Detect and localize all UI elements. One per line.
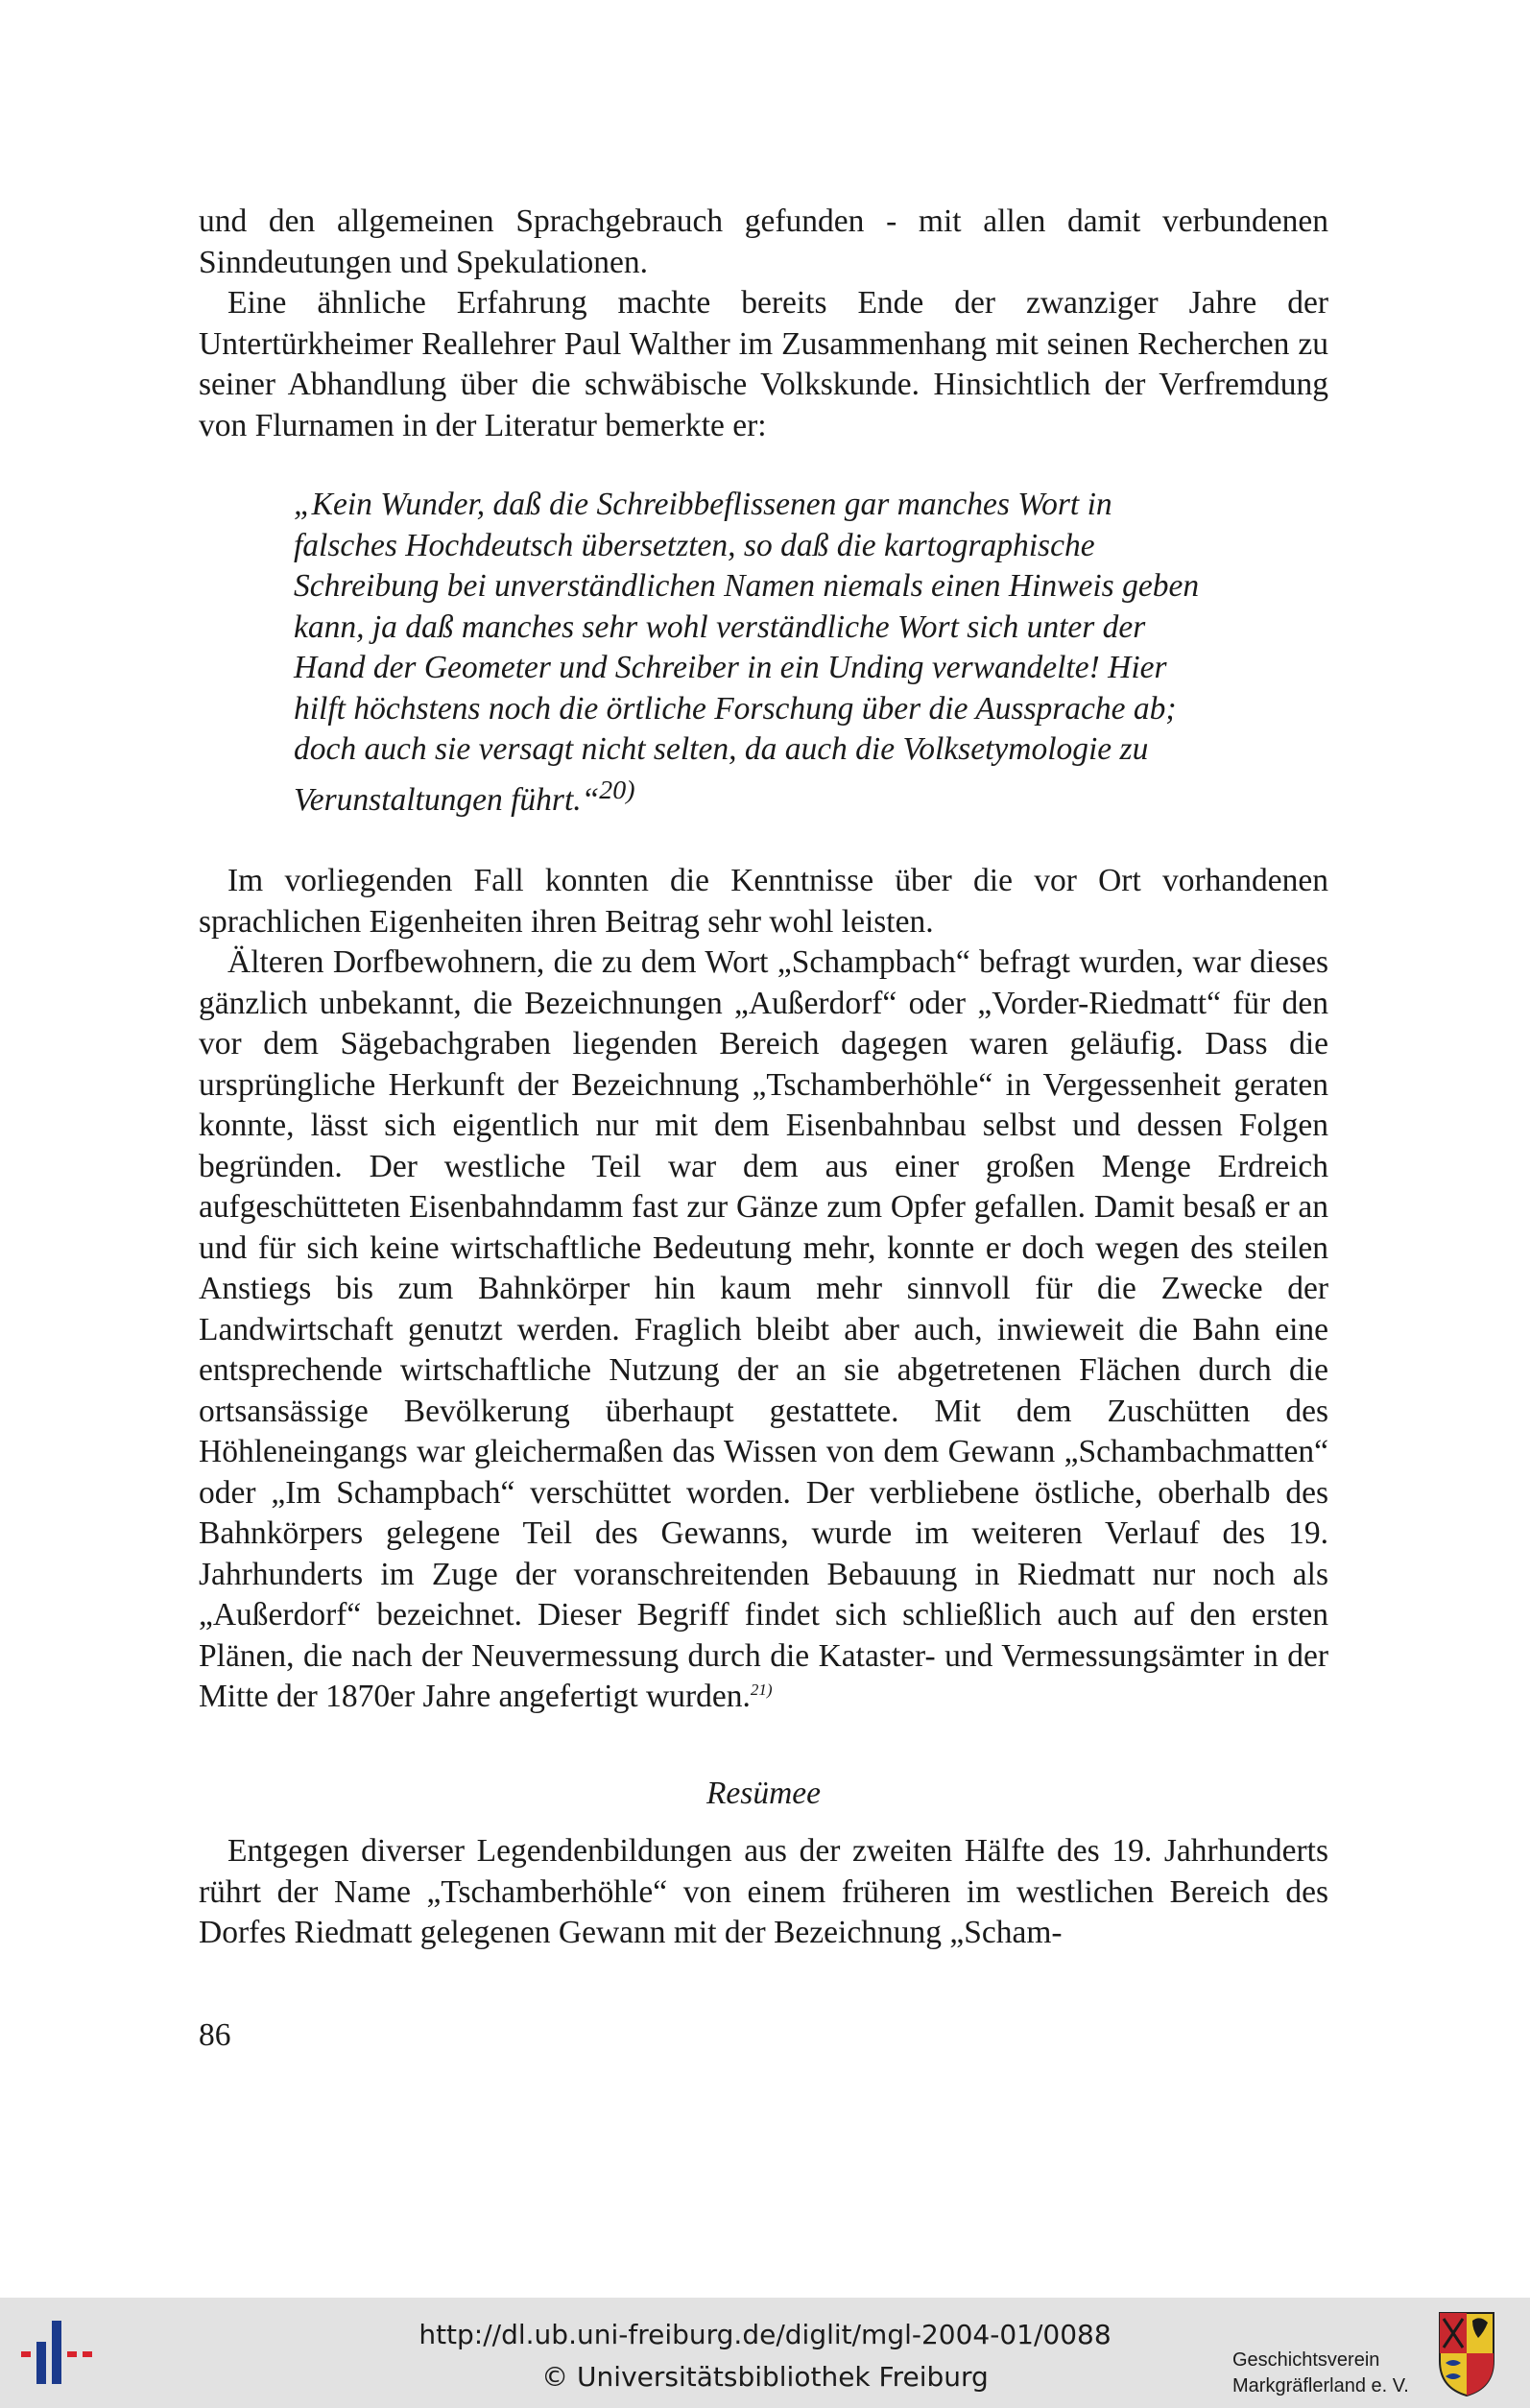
society-name bbox=[1232, 2348, 1409, 2399]
paragraph-3: Im vorliegenden Fall konnten die Kenntnisse über die vor Ort vorhandenen sprachlichen Eigenheiten ihren Beitrag sehr wohl leisten. bbox=[199, 863, 1328, 940]
block-quote bbox=[199, 485, 1215, 821]
copyright-notice: © Universitätsbibliothek Freiburg bbox=[541, 2361, 989, 2393]
page-body bbox=[199, 202, 1328, 1954]
paragraph-5: Entgegen diverser Legendenbildungen aus der zweiten Hälfte des 19. Jahrhunderts rührt der Name „Tschamberhöhle“ von einem früheren im westlichen Bereich des Dorfes Riedmatt gelegenen Gewann mit der Bezeichnung „Scham- bbox=[199, 1833, 1328, 1951]
paragraph-4 bbox=[199, 942, 1328, 1718]
society-name-line-2: Markgräflerland e. V. bbox=[1232, 2375, 1409, 2396]
paragraph-4-footnote-marker: 21) bbox=[750, 1681, 773, 1699]
footer-bar bbox=[0, 2298, 1530, 2408]
quote-footnote-marker: 20) bbox=[599, 775, 635, 805]
coat-of-arms-icon bbox=[1436, 2309, 1497, 2397]
section-heading: Resümee bbox=[705, 1775, 822, 1811]
society-name-line-1: Geschichtsverein bbox=[1232, 2349, 1380, 2371]
page-number: 86 bbox=[199, 2017, 231, 2053]
paragraph-1: und den allgemeinen Sprachgebrauch gefunden - mit allen damit verbundenen Sinndeutungen und Spekulationen. bbox=[199, 203, 1328, 280]
quote-text: „Kein Wunder, daß die Schreibbeflissenen gar manches Wort in falsches Hochdeutsch übersetzten, so daß die kartographische Schreibung bei unverständlichen Namen niemals einen Hinweis geben kann, ja daß manches sehr wohl verständliche Wort sich unter der Hand der Geometer und Schreiber in ein Unding verwandelte! Hier hilft höchstens noch die örtliche Forschung über die Aussprache ab; doch auch sie versagt nicht selten, da auch die Volksetymologie zu Verunstaltungen führt.“ bbox=[294, 487, 1200, 818]
paragraph-4-text: Älteren Dorfbewohnern, die zu dem Wort „Schampbach“ befragt wurden, war dieses gänzlich unbekannt, die Bezeichnungen „Außerdorf“ oder „Vorder-Riedmatt“ für den vor dem Sägebachgraben liegenden Bereich dagegen waren geläufig. Dass die ursprüngliche Herkunft der Bezeichnung „Tschamberhöhle“ in Vergessenheit geraten konnte, lässt sich eigentlich nur mit dem Eisenbahnbau selbst und dessen Folgen begründen. Der westliche Teil war dem aus einer großen Menge Erdreich aufgeschütteten Eisenbahndamm fast zur Gänze zum Opfer gefallen. Damit besaß er an und für sich keine wirtschaftliche Bedeutung mehr, konnte er doch wegen des steilen Anstiegs bis zum Bahnkörper hin kaum mehr sinnvoll für die Zwecke der Landwirtschaft genutzt werden. Fraglich bleibt aber auch, inwieweit die Bahn eine entsprechende wirtschaftliche Nutzung der an sie abgetretenen Flächen durch die ortsansässige Bevölkerung überhaupt gestattete. Mit dem Zuschütten des Höhleneingangs war gleichermaßen das Wissen von dem Gewann „Schambachmatten“ oder „Im Schampbach“ verschüttet worden. Der verbliebene östliche, oberhalb des Bahnkörpers gelegene Teil des Gewanns, wurde im weiteren Verlauf des 19. Jahrhunderts im Zuge der voranschreitenden Bebauung in Riedmatt nur noch als „Außerdorf“ bezeichnet. Dieser Begriff findet sich schließlich auch auf den ersten Plänen, die nach der Neuvermessung durch die Kataster- und Vermessungsämter in der Mitte der 1870er Jahre angefertigt wurden. bbox=[199, 944, 1328, 1715]
source-url-link[interactable]: http://dl.ub.uni-freiburg.de/diglit/mgl-2004-01/0088 bbox=[418, 2319, 1112, 2350]
paragraph-2: Eine ähnliche Erfahrung machte bereits Ende der zwanziger Jahre der Untertürkheimer Reallehrer Paul Walther im Zusammenhang mit seinen Recherchen zu seiner Abhandlung über die schwäbische Volkskunde. Hinsichtlich der Verfremdung von Flurnamen in der Literatur bemerkte er: bbox=[199, 285, 1328, 443]
